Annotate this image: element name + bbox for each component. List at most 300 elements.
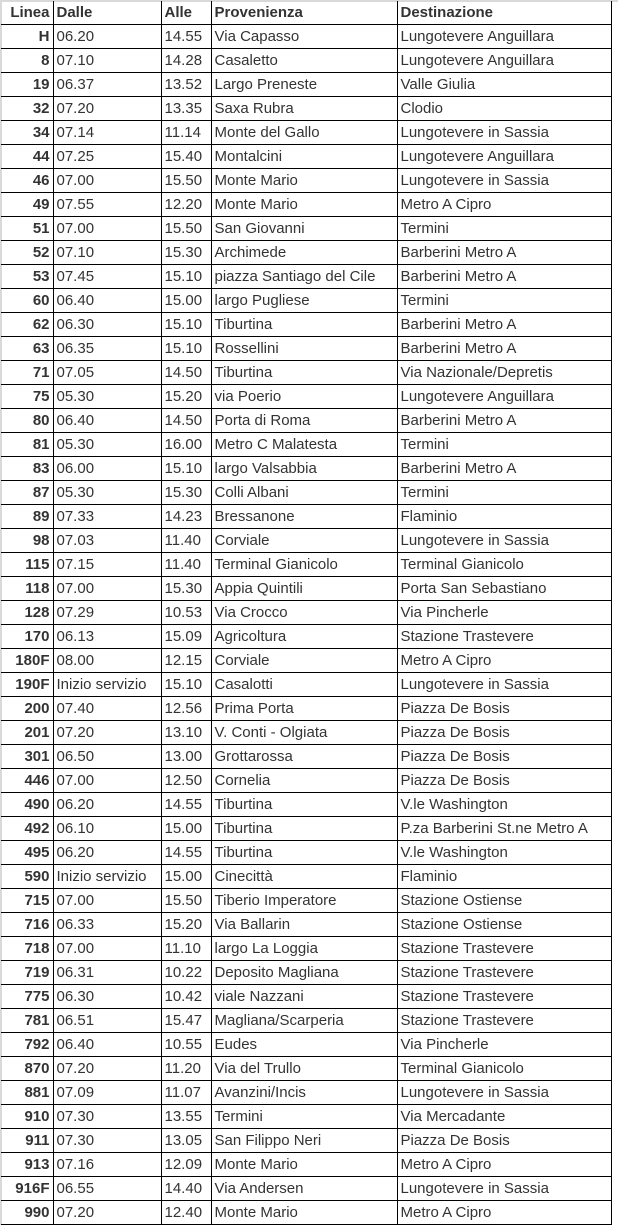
cell-provenienza: Via Ballarin (211, 913, 397, 937)
cell-destinazione: Termini (397, 433, 611, 457)
cell-linea: 89 (1, 505, 53, 529)
cell-provenienza: Cornelia (211, 769, 397, 793)
table-row (1, 1033, 611, 1057)
cell-alle: 14.28 (161, 49, 211, 73)
cell-dalle: 07.30 (53, 1105, 161, 1129)
cell-linea: 51 (1, 217, 53, 241)
cell-linea: 792 (1, 1033, 53, 1057)
table-row (1, 1153, 611, 1177)
cell-provenienza: Tiburtina (211, 313, 397, 337)
cell-linea: 87 (1, 481, 53, 505)
table-row (1, 481, 611, 505)
cell-linea: 19 (1, 73, 53, 97)
table-row (1, 97, 611, 121)
cell-dalle: 07.33 (53, 505, 161, 529)
table-row (1, 841, 611, 865)
table-row (1, 721, 611, 745)
cell-alle: 15.30 (161, 577, 211, 601)
cell-destinazione: Termini (397, 217, 611, 241)
cell-dalle: 07.09 (53, 1081, 161, 1105)
cell-provenienza: Via Andersen (211, 1177, 397, 1201)
cell-alle: 11.40 (161, 529, 211, 553)
table-row (1, 577, 611, 601)
table-row (1, 433, 611, 457)
cell-provenienza: Magliana/Scarperia (211, 1009, 397, 1033)
cell-provenienza: Tiburtina (211, 841, 397, 865)
table-row (1, 745, 611, 769)
cell-destinazione: Metro A Cipro (397, 1201, 611, 1225)
cell-alle: 15.47 (161, 1009, 211, 1033)
table-row (1, 1105, 611, 1129)
cell-dalle: 06.50 (53, 745, 161, 769)
table-row (1, 265, 611, 289)
cell-dalle: 07.16 (53, 1153, 161, 1177)
cell-linea: 34 (1, 121, 53, 145)
cell-dalle: 07.30 (53, 1129, 161, 1153)
cell-linea: 62 (1, 313, 53, 337)
cell-linea: 913 (1, 1153, 53, 1177)
cell-alle: 14.23 (161, 505, 211, 529)
cell-provenienza: Avanzini/Incis (211, 1081, 397, 1105)
cell-destinazione: Barberini Metro A (397, 265, 611, 289)
cell-linea: 881 (1, 1081, 53, 1105)
cell-linea: 916F (1, 1177, 53, 1201)
cell-dalle: 07.14 (53, 121, 161, 145)
cell-destinazione: Barberini Metro A (397, 409, 611, 433)
table-row (1, 409, 611, 433)
cell-linea: 911 (1, 1129, 53, 1153)
cell-destinazione: Lungotevere in Sassia (397, 529, 611, 553)
cell-alle: 15.00 (161, 865, 211, 889)
cell-dalle: 06.20 (53, 25, 161, 49)
cell-linea: 46 (1, 169, 53, 193)
cell-alle: 15.10 (161, 313, 211, 337)
cell-destinazione: Lungotevere Anguillara (397, 49, 611, 73)
table-row (1, 937, 611, 961)
cell-linea: 75 (1, 385, 53, 409)
cell-destinazione: Termini (397, 289, 611, 313)
cell-alle: 14.55 (161, 841, 211, 865)
cell-destinazione: V.le Washington (397, 793, 611, 817)
cell-destinazione: Stazione Trastevere (397, 985, 611, 1009)
cell-dalle: 06.37 (53, 73, 161, 97)
cell-dalle: 06.20 (53, 841, 161, 865)
cell-linea: 180F (1, 649, 53, 673)
cell-destinazione: Termini (397, 481, 611, 505)
cell-provenienza: Deposito Magliana (211, 961, 397, 985)
cell-destinazione: Via Pincherle (397, 601, 611, 625)
table-row (1, 913, 611, 937)
cell-destinazione: Stazione Trastevere (397, 625, 611, 649)
cell-dalle: 07.00 (53, 169, 161, 193)
cell-dalle: 06.13 (53, 625, 161, 649)
cell-provenienza: Largo Preneste (211, 73, 397, 97)
header-alle: Alle (161, 1, 211, 25)
table-row (1, 49, 611, 73)
cell-dalle: 06.00 (53, 457, 161, 481)
cell-destinazione: Barberini Metro A (397, 241, 611, 265)
cell-dalle: 06.31 (53, 961, 161, 985)
cell-dalle: 07.45 (53, 265, 161, 289)
table-row (1, 25, 611, 49)
cell-alle: 13.52 (161, 73, 211, 97)
cell-alle: 15.30 (161, 241, 211, 265)
cell-destinazione: Stazione Trastevere (397, 1009, 611, 1033)
cell-destinazione: Flaminio (397, 865, 611, 889)
table-row (1, 1201, 611, 1225)
cell-linea: 200 (1, 697, 53, 721)
cell-destinazione: Terminal Gianicolo (397, 553, 611, 577)
table-row (1, 697, 611, 721)
table-row (1, 673, 611, 697)
cell-linea: 201 (1, 721, 53, 745)
header-provenienza: Provenienza (211, 1, 397, 25)
cell-provenienza: V. Conti - Olgiata (211, 721, 397, 745)
cell-destinazione: Barberini Metro A (397, 337, 611, 361)
cell-linea: 32 (1, 97, 53, 121)
cell-alle: 13.55 (161, 1105, 211, 1129)
cell-alle: 15.20 (161, 385, 211, 409)
cell-destinazione: Stazione Trastevere (397, 961, 611, 985)
cell-dalle: 07.00 (53, 937, 161, 961)
table-body (1, 25, 611, 1225)
cell-alle: 13.35 (161, 97, 211, 121)
cell-linea: 715 (1, 889, 53, 913)
cell-dalle: 07.00 (53, 217, 161, 241)
cell-alle: 15.00 (161, 289, 211, 313)
table-row (1, 313, 611, 337)
table-row (1, 1177, 611, 1201)
cell-dalle: 07.03 (53, 529, 161, 553)
cell-provenienza: Cinecittà (211, 865, 397, 889)
cell-destinazione: Piazza De Bosis (397, 1129, 611, 1153)
cell-provenienza: largo La Loggia (211, 937, 397, 961)
cell-linea: 118 (1, 577, 53, 601)
cell-alle: 12.09 (161, 1153, 211, 1177)
cell-destinazione: Valle Giulia (397, 73, 611, 97)
cell-provenienza: Monte Mario (211, 169, 397, 193)
cell-alle: 13.00 (161, 745, 211, 769)
cell-alle: 11.40 (161, 553, 211, 577)
cell-alle: 14.50 (161, 361, 211, 385)
table-row (1, 145, 611, 169)
cell-alle: 15.20 (161, 913, 211, 937)
cell-linea: 49 (1, 193, 53, 217)
cell-destinazione: Terminal Gianicolo (397, 1057, 611, 1081)
cell-dalle: 07.00 (53, 889, 161, 913)
cell-provenienza: Termini (211, 1105, 397, 1129)
cell-alle: 14.55 (161, 25, 211, 49)
cell-linea: 495 (1, 841, 53, 865)
cell-destinazione: Stazione Ostiense (397, 889, 611, 913)
table-row (1, 649, 611, 673)
cell-dalle: 06.33 (53, 913, 161, 937)
cell-dalle: 06.30 (53, 313, 161, 337)
cell-dalle: 08.00 (53, 649, 161, 673)
cell-dalle: 05.30 (53, 481, 161, 505)
cell-linea: 718 (1, 937, 53, 961)
cell-provenienza: Prima Porta (211, 697, 397, 721)
cell-dalle: 06.40 (53, 409, 161, 433)
cell-destinazione: Clodio (397, 97, 611, 121)
bus-lines-table (1, 1, 612, 1225)
cell-dalle: 06.40 (53, 1033, 161, 1057)
cell-provenienza: Tiburtina (211, 817, 397, 841)
cell-linea: H (1, 25, 53, 49)
cell-destinazione: Metro A Cipro (397, 193, 611, 217)
cell-destinazione: Flaminio (397, 505, 611, 529)
cell-dalle: 07.20 (53, 721, 161, 745)
cell-dalle: 07.00 (53, 769, 161, 793)
cell-linea: 775 (1, 985, 53, 1009)
cell-alle: 12.56 (161, 697, 211, 721)
cell-linea: 990 (1, 1201, 53, 1225)
cell-provenienza: Casaletto (211, 49, 397, 73)
cell-destinazione: Metro A Cipro (397, 1153, 611, 1177)
cell-alle: 15.10 (161, 673, 211, 697)
cell-alle: 12.50 (161, 769, 211, 793)
cell-linea: 590 (1, 865, 53, 889)
table-row (1, 169, 611, 193)
cell-alle: 15.50 (161, 217, 211, 241)
cell-linea: 63 (1, 337, 53, 361)
table-row (1, 193, 611, 217)
table-row (1, 961, 611, 985)
cell-linea: 301 (1, 745, 53, 769)
cell-dalle: 06.51 (53, 1009, 161, 1033)
cell-alle: 12.15 (161, 649, 211, 673)
table-row (1, 73, 611, 97)
cell-alle: 15.10 (161, 265, 211, 289)
cell-alle: 13.10 (161, 721, 211, 745)
table-row (1, 121, 611, 145)
cell-linea: 98 (1, 529, 53, 553)
cell-dalle: 07.40 (53, 697, 161, 721)
cell-provenienza: Agricoltura (211, 625, 397, 649)
table-row (1, 769, 611, 793)
cell-alle: 15.50 (161, 889, 211, 913)
cell-destinazione: Lungotevere in Sassia (397, 673, 611, 697)
cell-linea: 52 (1, 241, 53, 265)
cell-destinazione: Piazza De Bosis (397, 721, 611, 745)
cell-linea: 446 (1, 769, 53, 793)
cell-linea: 80 (1, 409, 53, 433)
cell-provenienza: Corviale (211, 529, 397, 553)
cell-provenienza: Grottarossa (211, 745, 397, 769)
table-row (1, 1009, 611, 1033)
cell-alle: 11.14 (161, 121, 211, 145)
cell-linea: 716 (1, 913, 53, 937)
cell-provenienza: Monte Mario (211, 193, 397, 217)
table-row (1, 817, 611, 841)
cell-dalle: Inizio servizio (53, 865, 161, 889)
cell-destinazione: Barberini Metro A (397, 457, 611, 481)
cell-dalle: 07.20 (53, 97, 161, 121)
cell-alle: 14.55 (161, 793, 211, 817)
table-row (1, 793, 611, 817)
cell-dalle: 06.35 (53, 337, 161, 361)
cell-alle: 14.50 (161, 409, 211, 433)
table-row (1, 625, 611, 649)
cell-destinazione: Lungotevere in Sassia (397, 1081, 611, 1105)
cell-destinazione: Metro A Cipro (397, 649, 611, 673)
table-row (1, 457, 611, 481)
cell-provenienza: Via Capasso (211, 25, 397, 49)
cell-alle: 16.00 (161, 433, 211, 457)
cell-linea: 128 (1, 601, 53, 625)
cell-provenienza: Monte Mario (211, 1201, 397, 1225)
cell-provenienza: Colli Albani (211, 481, 397, 505)
table-row (1, 385, 611, 409)
cell-destinazione: Stazione Ostiense (397, 913, 611, 937)
cell-alle: 11.10 (161, 937, 211, 961)
cell-provenienza: Tiberio Imperatore (211, 889, 397, 913)
cell-linea: 8 (1, 49, 53, 73)
table-row (1, 865, 611, 889)
table-row (1, 889, 611, 913)
cell-destinazione: Piazza De Bosis (397, 745, 611, 769)
cell-alle: 11.07 (161, 1081, 211, 1105)
cell-provenienza: Rossellini (211, 337, 397, 361)
table-row (1, 553, 611, 577)
cell-linea: 44 (1, 145, 53, 169)
cell-alle: 10.42 (161, 985, 211, 1009)
table-row (1, 1129, 611, 1153)
cell-dalle: 05.30 (53, 433, 161, 457)
cell-destinazione: Via Nazionale/Depretis (397, 361, 611, 385)
cell-provenienza: Archimede (211, 241, 397, 265)
cell-destinazione: Via Pincherle (397, 1033, 611, 1057)
table-header-row (1, 1, 611, 25)
cell-linea: 83 (1, 457, 53, 481)
cell-destinazione: Via Mercadante (397, 1105, 611, 1129)
cell-destinazione: Lungotevere Anguillara (397, 145, 611, 169)
cell-linea: 781 (1, 1009, 53, 1033)
cell-dalle: 07.10 (53, 241, 161, 265)
cell-dalle: 06.10 (53, 817, 161, 841)
cell-dalle: 06.55 (53, 1177, 161, 1201)
table-row (1, 289, 611, 313)
cell-destinazione: Lungotevere in Sassia (397, 169, 611, 193)
header-destinazione: Destinazione (397, 1, 611, 25)
table-row (1, 505, 611, 529)
cell-provenienza: Terminal Gianicolo (211, 553, 397, 577)
cell-provenienza: Monte Mario (211, 1153, 397, 1177)
table-row (1, 985, 611, 1009)
cell-destinazione: Lungotevere Anguillara (397, 25, 611, 49)
cell-destinazione: Stazione Trastevere (397, 937, 611, 961)
cell-dalle: 07.29 (53, 601, 161, 625)
cell-provenienza: Appia Quintili (211, 577, 397, 601)
table-row (1, 361, 611, 385)
cell-provenienza: largo Pugliese (211, 289, 397, 313)
cell-provenienza: Monte del Gallo (211, 121, 397, 145)
cell-provenienza: Montalcini (211, 145, 397, 169)
cell-dalle: 07.10 (53, 49, 161, 73)
cell-dalle: 07.55 (53, 193, 161, 217)
cell-linea: 170 (1, 625, 53, 649)
cell-dalle: 05.30 (53, 385, 161, 409)
cell-provenienza: via Poerio (211, 385, 397, 409)
cell-linea: 490 (1, 793, 53, 817)
cell-provenienza: piazza Santiago del Cile (211, 265, 397, 289)
table-row (1, 529, 611, 553)
cell-provenienza: San Giovanni (211, 217, 397, 241)
cell-linea: 190F (1, 673, 53, 697)
cell-alle: 15.10 (161, 457, 211, 481)
table-row (1, 241, 611, 265)
header-linea: Linea (1, 1, 53, 25)
cell-provenienza: Saxa Rubra (211, 97, 397, 121)
cell-destinazione: Lungotevere in Sassia (397, 121, 611, 145)
cell-dalle: 07.00 (53, 577, 161, 601)
cell-provenienza: Bressanone (211, 505, 397, 529)
cell-dalle: 07.15 (53, 553, 161, 577)
cell-alle: 10.53 (161, 601, 211, 625)
cell-provenienza: Casalotti (211, 673, 397, 697)
cell-dalle: 07.25 (53, 145, 161, 169)
cell-alle: 13.05 (161, 1129, 211, 1153)
cell-provenienza: San Filippo Neri (211, 1129, 397, 1153)
cell-provenienza: viale Nazzani (211, 985, 397, 1009)
cell-provenienza: Corviale (211, 649, 397, 673)
cell-destinazione: Lungotevere Anguillara (397, 385, 611, 409)
cell-alle: 10.22 (161, 961, 211, 985)
cell-provenienza: Tiburtina (211, 361, 397, 385)
cell-provenienza: Tiburtina (211, 793, 397, 817)
cell-linea: 60 (1, 289, 53, 313)
cell-linea: 910 (1, 1105, 53, 1129)
table-row (1, 1057, 611, 1081)
cell-provenienza: Porta di Roma (211, 409, 397, 433)
cell-linea: 115 (1, 553, 53, 577)
cell-destinazione: Barberini Metro A (397, 313, 611, 337)
cell-alle: 15.50 (161, 169, 211, 193)
cell-alle: 14.40 (161, 1177, 211, 1201)
cell-linea: 492 (1, 817, 53, 841)
header-dalle: Dalle (53, 1, 161, 25)
table-row (1, 1081, 611, 1105)
cell-provenienza: largo Valsabbia (211, 457, 397, 481)
cell-destinazione: Piazza De Bosis (397, 697, 611, 721)
cell-alle: 12.40 (161, 1201, 211, 1225)
cell-alle: 12.20 (161, 193, 211, 217)
cell-linea: 870 (1, 1057, 53, 1081)
cell-linea: 71 (1, 361, 53, 385)
cell-destinazione: V.le Washington (397, 841, 611, 865)
cell-provenienza: Via del Trullo (211, 1057, 397, 1081)
cell-linea: 719 (1, 961, 53, 985)
table-row (1, 337, 611, 361)
cell-destinazione: P.za Barberini St.ne Metro A (397, 817, 611, 841)
cell-linea: 81 (1, 433, 53, 457)
cell-alle: 10.55 (161, 1033, 211, 1057)
cell-alle: 15.10 (161, 337, 211, 361)
cell-alle: 15.40 (161, 145, 211, 169)
cell-provenienza: Via Crocco (211, 601, 397, 625)
table-row (1, 217, 611, 241)
cell-alle: 11.20 (161, 1057, 211, 1081)
cell-dalle: 06.40 (53, 289, 161, 313)
cell-provenienza: Metro C Malatesta (211, 433, 397, 457)
cell-alle: 15.00 (161, 817, 211, 841)
cell-linea: 53 (1, 265, 53, 289)
cell-dalle: 06.30 (53, 985, 161, 1009)
cell-dalle: 07.20 (53, 1057, 161, 1081)
cell-dalle: Inizio servizio (53, 673, 161, 697)
cell-alle: 15.30 (161, 481, 211, 505)
cell-dalle: 06.20 (53, 793, 161, 817)
